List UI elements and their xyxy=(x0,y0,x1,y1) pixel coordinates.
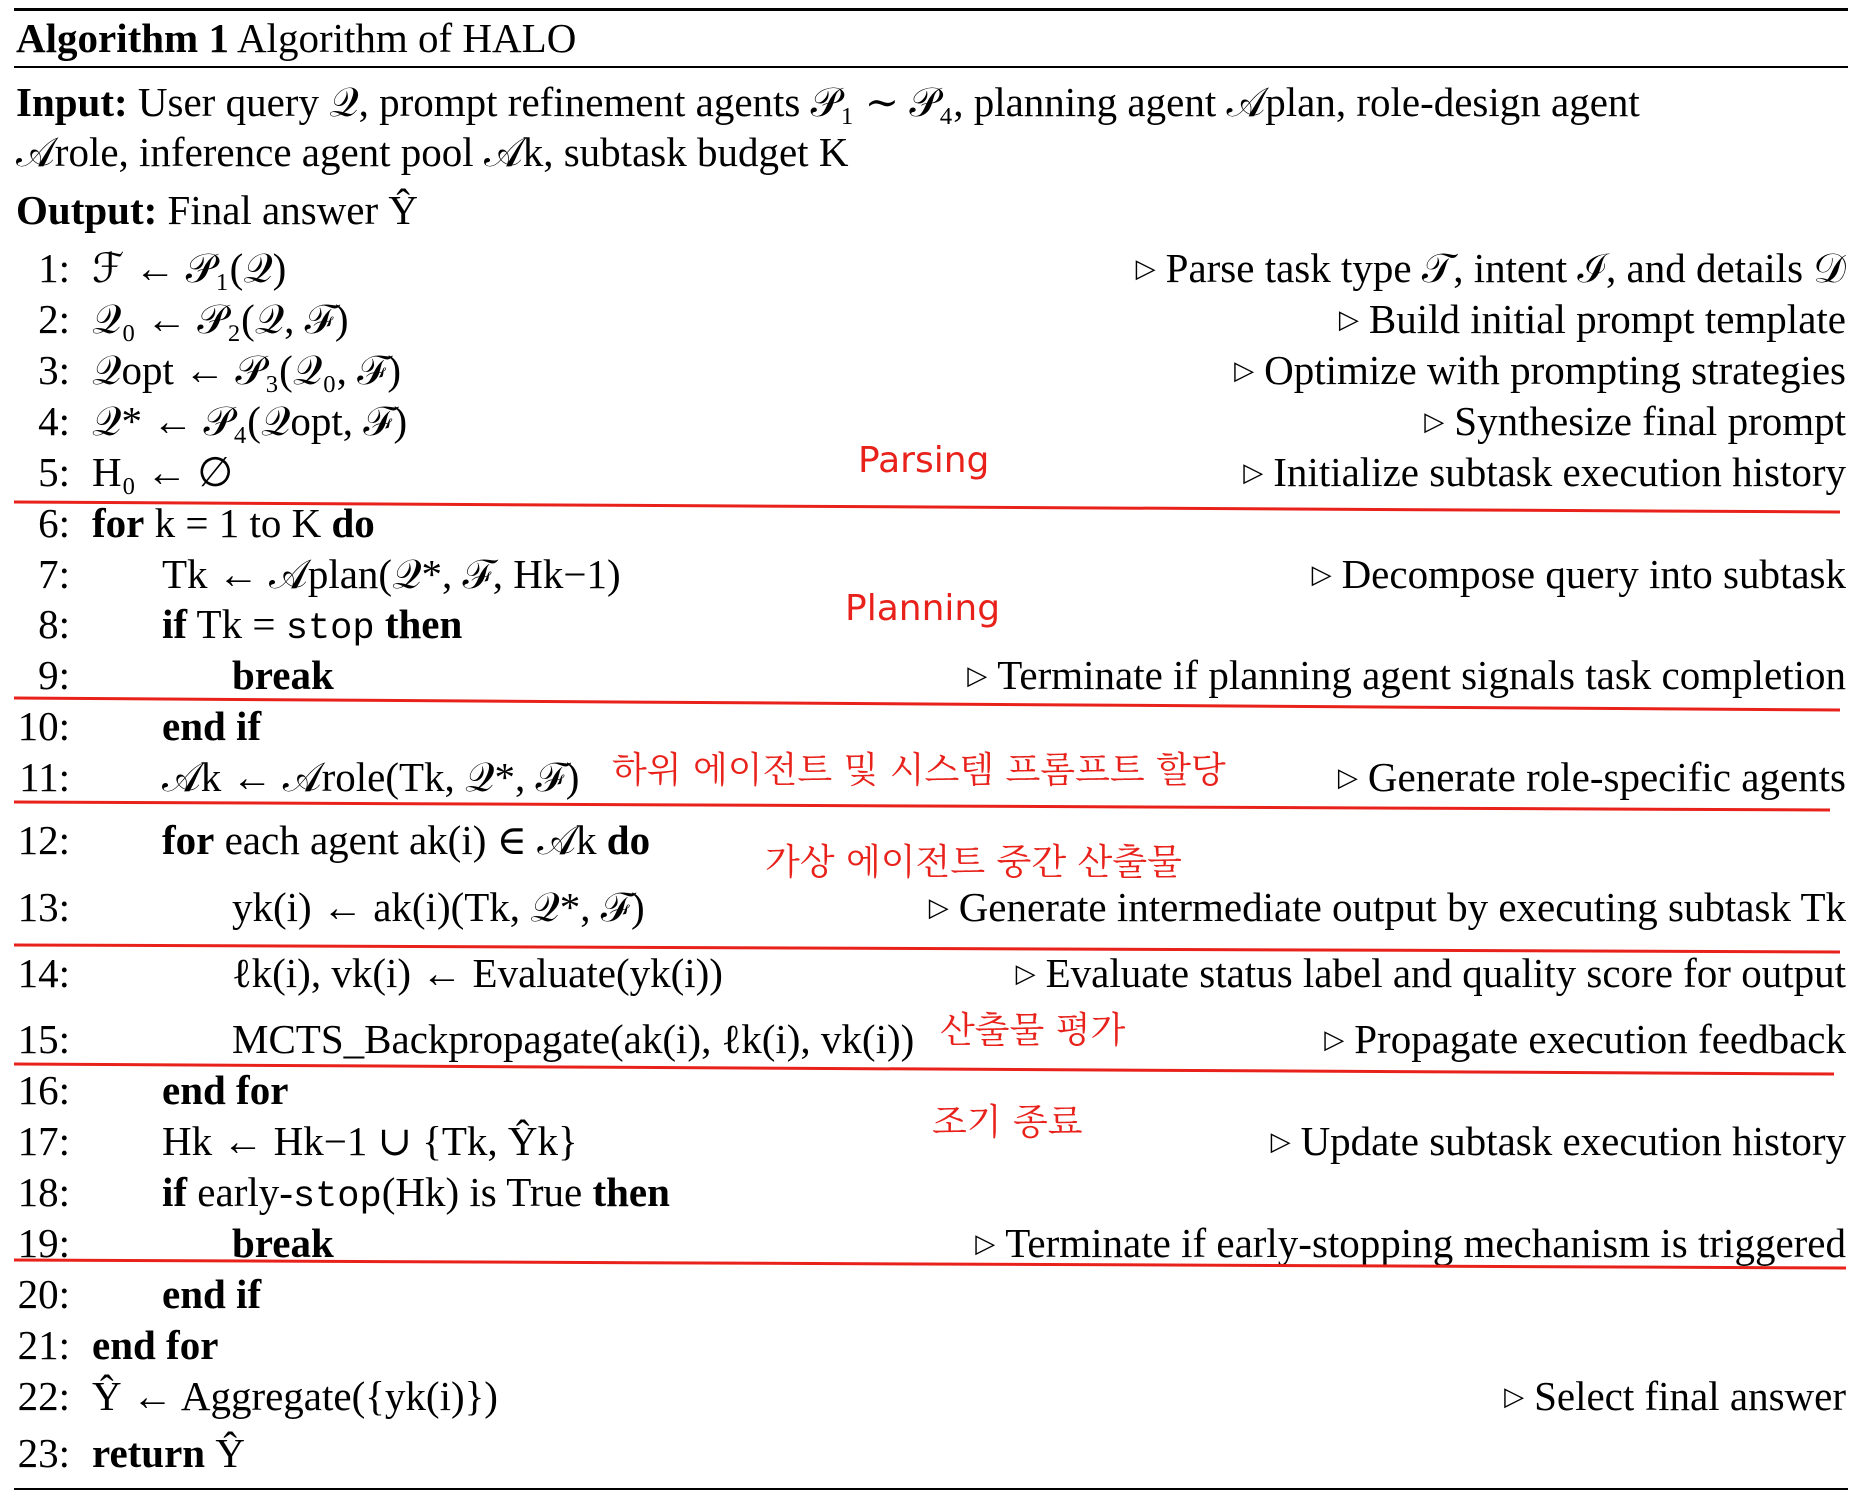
line-comment: ▷ Evaluate status label and quality score for output xyxy=(1015,950,1846,996)
line-code: ℓk(i), vk(i) ← Evaluate(yk(i)) xyxy=(232,950,723,996)
line-code: Tk ← 𝒜plan(𝒬*, ℱ, Hk−1) xyxy=(162,551,621,597)
line-number: 17: xyxy=(17,1118,70,1164)
line-comment: ▷ Optimize with prompting strategies xyxy=(1234,347,1846,393)
line-comment: ▷ Terminate if planning agent signals task completion xyxy=(967,652,1846,698)
line-comment: ▷ Synthesize final prompt xyxy=(1424,398,1846,444)
line-code: end for xyxy=(92,1322,219,1368)
line-code: MCTS_Backpropagate(ak(i), ℓk(i), vk(i)) xyxy=(232,1016,915,1062)
line-code: 𝒬opt ← 𝒫₃(𝒬₀, ℱ) xyxy=(92,347,401,393)
line-number: 4: xyxy=(38,398,70,444)
annotation-planning: Planning xyxy=(845,588,1001,629)
line-comment: ▷ Initialize subtask execution history xyxy=(1243,449,1846,495)
line-code: H₀ ← ∅ xyxy=(92,449,234,495)
line-number: 11: xyxy=(19,754,70,800)
line-comment: ▷ Decompose query into subtask xyxy=(1311,551,1846,597)
red-divider-eval xyxy=(14,1064,1834,1074)
line-code: Ŷ ← Aggregate({yk(i)}) xyxy=(92,1373,498,1419)
output-text: Final answer Ŷ xyxy=(167,187,419,233)
annotation-early: 조기 종료 xyxy=(932,1102,1083,1143)
line-code: break xyxy=(232,652,334,698)
line-code: Hk ← Hk−1 ∪ {Tk, Ŷk} xyxy=(162,1118,578,1164)
annotation-sub-agent: 하위 에이전트 및 시스템 프롬프트 할당 xyxy=(612,750,1226,791)
input-label: Input: xyxy=(16,79,128,125)
algorithm-label: Algorithm 1 xyxy=(16,15,229,61)
annotation-virtual: 가상 에이전트 중간 산출물 xyxy=(765,842,1182,883)
line-code: for each agent ak(i) ∈ 𝒜k do xyxy=(162,817,651,863)
line-comment: ▷ Terminate if early-stopping mechanism is triggered xyxy=(975,1220,1846,1266)
line-number: 16: xyxy=(17,1067,70,1113)
line-comment: ▷ Update subtask execution history xyxy=(1270,1118,1846,1164)
line-number: 1: xyxy=(38,245,70,291)
line-number: 23: xyxy=(17,1430,70,1476)
line-code: return Ŷ xyxy=(92,1430,245,1476)
line-code: if early-stop(Hk) is True then xyxy=(162,1169,670,1218)
line-code: 𝒬₀ ← 𝒫₂(𝒬, ℱ) xyxy=(92,296,349,342)
line-number: 21: xyxy=(17,1322,70,1368)
red-divider-planning xyxy=(14,698,1840,710)
line-code: 𝒬* ← 𝒫₄(𝒬opt, ℱ) xyxy=(92,398,408,444)
line-number: 20: xyxy=(17,1271,70,1317)
red-divider-parsing xyxy=(14,502,1840,512)
line-number: 12: xyxy=(17,817,70,863)
line-comment: ▷ Build initial prompt template xyxy=(1338,296,1846,342)
annotation-eval: 산출물 평가 xyxy=(940,1010,1126,1051)
algorithm-title: Algorithm of HALO xyxy=(236,15,577,61)
line-comment: ▷ Select final answer xyxy=(1504,1373,1846,1419)
annotation-parsing: Parsing xyxy=(858,440,990,481)
input-text-1: User query 𝒬, prompt refinement agents 𝒫₁ ∼ 𝒫₄, planning agent 𝒜plan, role-design agent xyxy=(137,79,1640,125)
line-code: break xyxy=(232,1220,334,1266)
line-comment: ▷ Parse task type 𝒯, intent ℐ, and details 𝒟 xyxy=(1135,245,1846,291)
line-number: 6: xyxy=(38,500,70,546)
input-text-2: 𝒜role, inference agent pool 𝒜k, subtask budget K xyxy=(16,129,849,175)
output-label: Output: xyxy=(16,187,158,233)
line-code: for k = 1 to K do xyxy=(92,500,375,546)
red-divider-early xyxy=(14,1260,1846,1268)
line-code: end if xyxy=(162,703,262,749)
line-code: end if xyxy=(162,1271,262,1317)
line-number: 8: xyxy=(38,601,70,647)
line-number: 19: xyxy=(17,1220,70,1266)
line-number: 14: xyxy=(17,950,70,996)
line-number: 3: xyxy=(38,347,70,393)
line-code: yk(i) ← ak(i)(Tk, 𝒬*, ℱ) xyxy=(232,884,645,930)
line-number: 13: xyxy=(17,884,70,930)
line-number: 9: xyxy=(38,652,70,698)
line-number: 10: xyxy=(17,703,70,749)
line-number: 15: xyxy=(17,1016,70,1062)
line-code: ℱ ← 𝒫₁(𝒬) xyxy=(92,245,287,291)
line-code: end for xyxy=(162,1067,289,1113)
line-comment: ▷ Generate intermediate output by executing subtask Tk xyxy=(928,884,1846,930)
line-number: 7: xyxy=(38,551,70,597)
red-divider-virtual xyxy=(14,945,1840,952)
red-divider-role xyxy=(14,802,1830,810)
line-comment: ▷ Generate role-specific agents xyxy=(1337,754,1846,800)
line-number: 2: xyxy=(38,296,70,342)
line-number: 18: xyxy=(17,1169,70,1215)
line-code: 𝒜k ← 𝒜role(Tk, 𝒬*, ℱ) xyxy=(162,754,580,800)
line-comment: ▷ Propagate execution feedback xyxy=(1324,1016,1846,1062)
line-number: 5: xyxy=(38,449,70,495)
line-number: 22: xyxy=(17,1373,70,1419)
line-code: if Tk = stop then xyxy=(162,601,463,650)
